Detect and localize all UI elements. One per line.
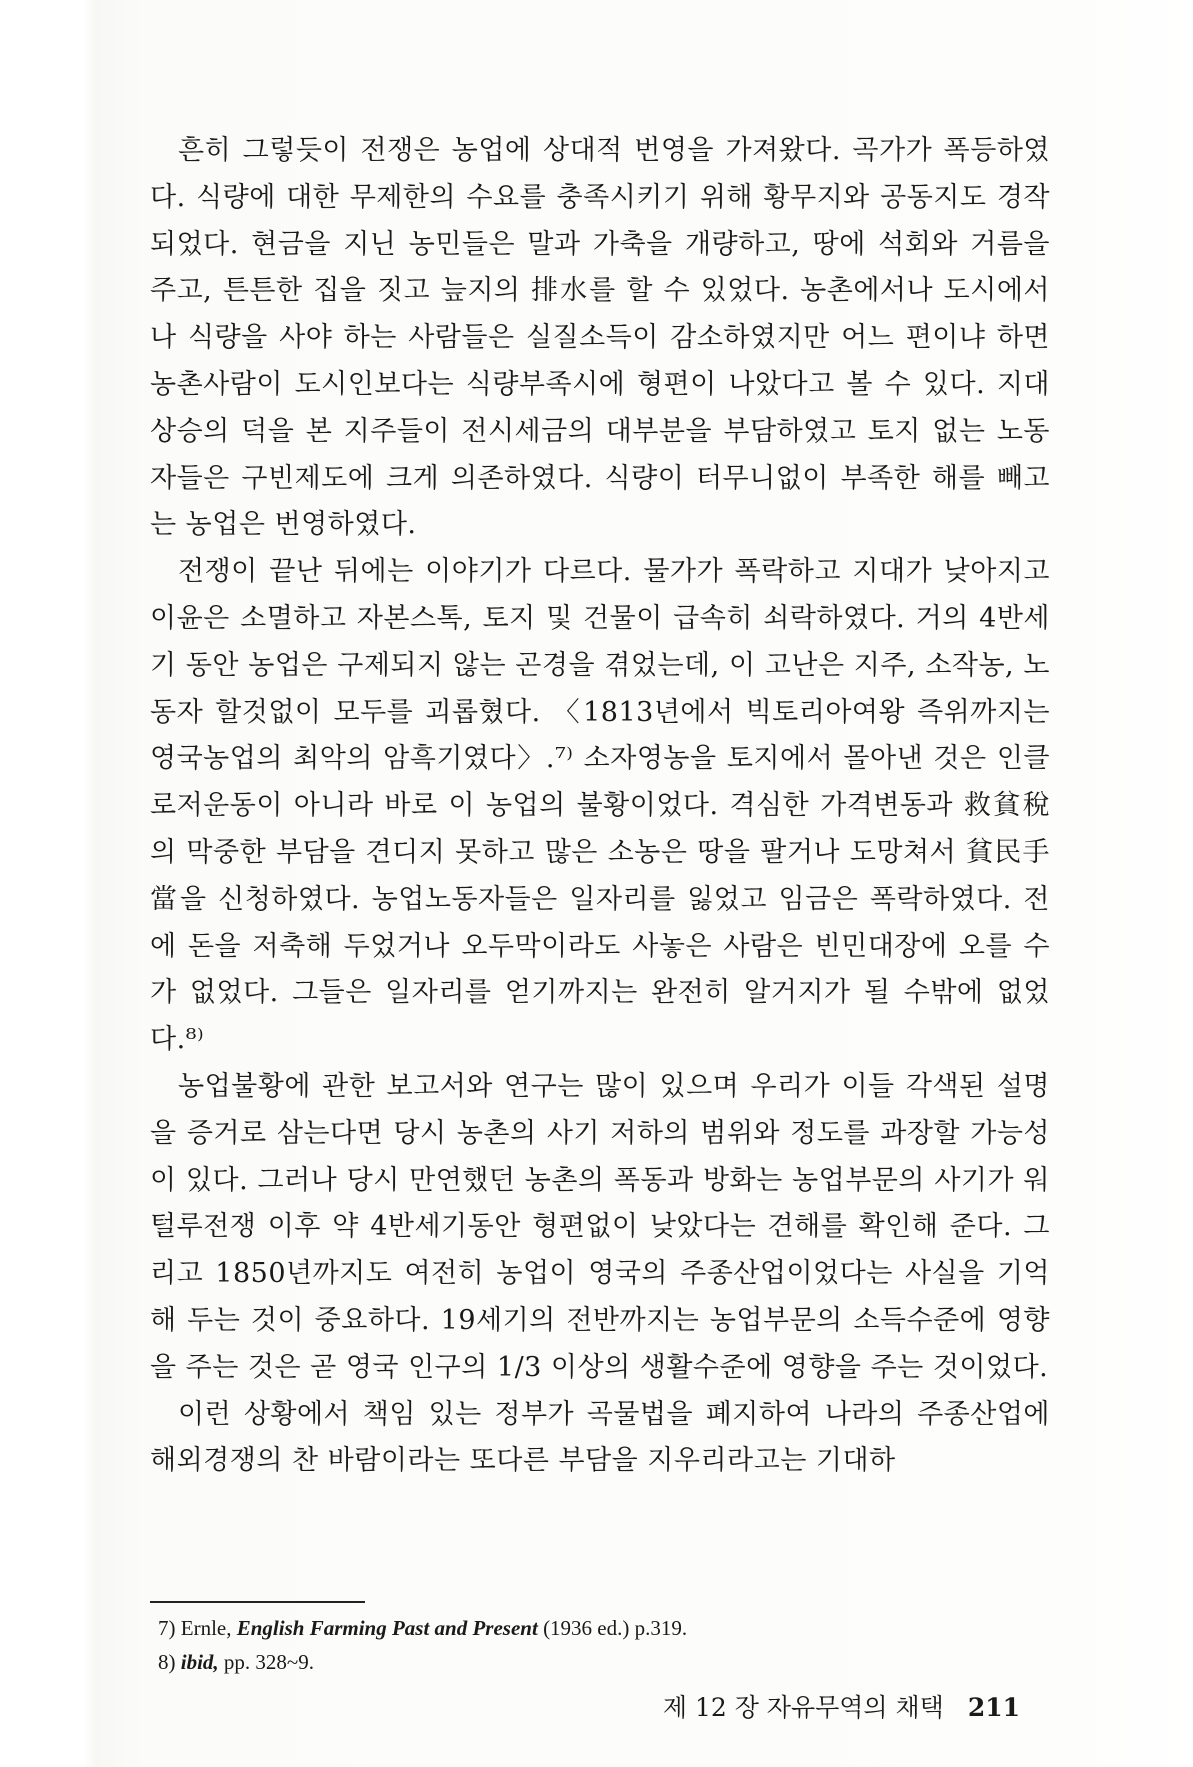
footnote-7 — [158, 1611, 1038, 1645]
paragraph: 이런 상황에서 책임 있는 정부가 곡물법을 폐지하여 나라의 주종산업에 해외경쟁의 찬 바람이라는 또다른 부담을 지우리라고는 기대하 — [150, 1398, 1050, 1477]
footnote-marker: 8) — [158, 1650, 176, 1674]
footnotes — [158, 1611, 1038, 1679]
page-footer — [620, 1688, 1020, 1724]
footnote-detail: pp. 328~9. — [218, 1650, 315, 1674]
paragraph: 전쟁이 끝난 뒤에는 이야기가 다르다. 물가가 폭락하고 지대가 낮아지고 이윤은 소멸하고 자본스톡, 토지 및 건물이 급속히 쇠락하였다. 거의 4반세기 동안 농업은 구제되지 않는 곤경을 겪었는데, 이 고난은 지주, 소작농, 노동자 할것없이 모두를 괴롭혔다. 〈1813년에서 빅토리아여왕 즉위까지는 영국농업의 최악의 암흑기였다〉.⁷⁾ 소자영농을 토지에서 몰아낸 것은 인클로저운동이 아니라 바로 이 농업의 불황이었다. 격심한 가격변동과 救貧稅의 막중한 부담을 견디지 못하고 많은 소농은 땅을 팔거나 도망쳐서 貧民手當을 신청하였다. 농업노동자들은 일자리를 잃었고 임금은 폭락하였다. 전에 돈을 저축해 두었거나 오두막이라도 사놓은 사람은 빈민대장에 오를 수가 없었다. 그들은 일자리를 얻기까지는 완전히 알거지가 될 수밖에 없었다.⁸⁾ — [150, 556, 1050, 1056]
footnote-marker: 7) — [158, 1616, 176, 1640]
footnote-author: Ernle, — [180, 1616, 237, 1640]
footnote-8 — [158, 1645, 1038, 1679]
footnote-title: English Farming Past and Present — [236, 1616, 538, 1640]
page-number: 211 — [967, 1693, 1020, 1722]
footnote-title: ibid, — [180, 1650, 219, 1674]
paragraph: 농업불황에 관한 보고서와 연구는 많이 있으며 우리가 이들 각색된 설명을 증거로 삼는다면 당시 농촌의 사기 저하의 범위와 정도를 과장할 가능성이 있다. 그러나 당시 만연했던 농촌의 폭동과 방화는 농업부문의 사기가 워털루전쟁 이후 약 4반세기동안 형편없이 낮았다는 견해를 확인해 준다. 그리고 1850년까지도 여전히 농업이 영국의 주종산업이었다는 사실을 기억해 두는 것이 중요하다. 19세기의 전반까지는 농업부문의 소득수준에 영향을 주는 것은 곧 영국 인구의 1/3 이상의 생활수준에 영향을 주는 것이었다. — [150, 1070, 1050, 1383]
chapter-title: 제 12 장 자유무역의 채택 — [662, 1693, 944, 1722]
body-text — [150, 128, 1050, 1485]
footnote-divider — [150, 1601, 365, 1603]
paragraph: 흔히 그렇듯이 전쟁은 농업에 상대적 번영을 가져왔다. 곡가가 폭등하였다. 식량에 대한 무제한의 수요를 충족시키기 위해 황무지와 공동지도 경작되었다. 현금을 지닌 농민들은 말과 가축을 개량하고, 땅에 석회와 거름을 주고, 튼튼한 집을 짓고 늪지의 排水를 할 수 있었다. 농촌에서나 도시에서나 식량을 사야 하는 사람들은 실질소득이 감소하였지만 어느 편이냐 하면 농촌사람이 도시인보다는 식량부족시에 형편이 나았다고 볼 수 있다. 지대상승의 덕을 본 지주들이 전시세금의 대부분을 부담하였고 토지 없는 노동자들은 구빈제도에 크게 의존하였다. 식량이 터무니없이 부족한 해를 빼고는 농업은 번영하였다. — [150, 135, 1050, 541]
footnote-detail: (1936 ed.) p.319. — [537, 1616, 688, 1640]
